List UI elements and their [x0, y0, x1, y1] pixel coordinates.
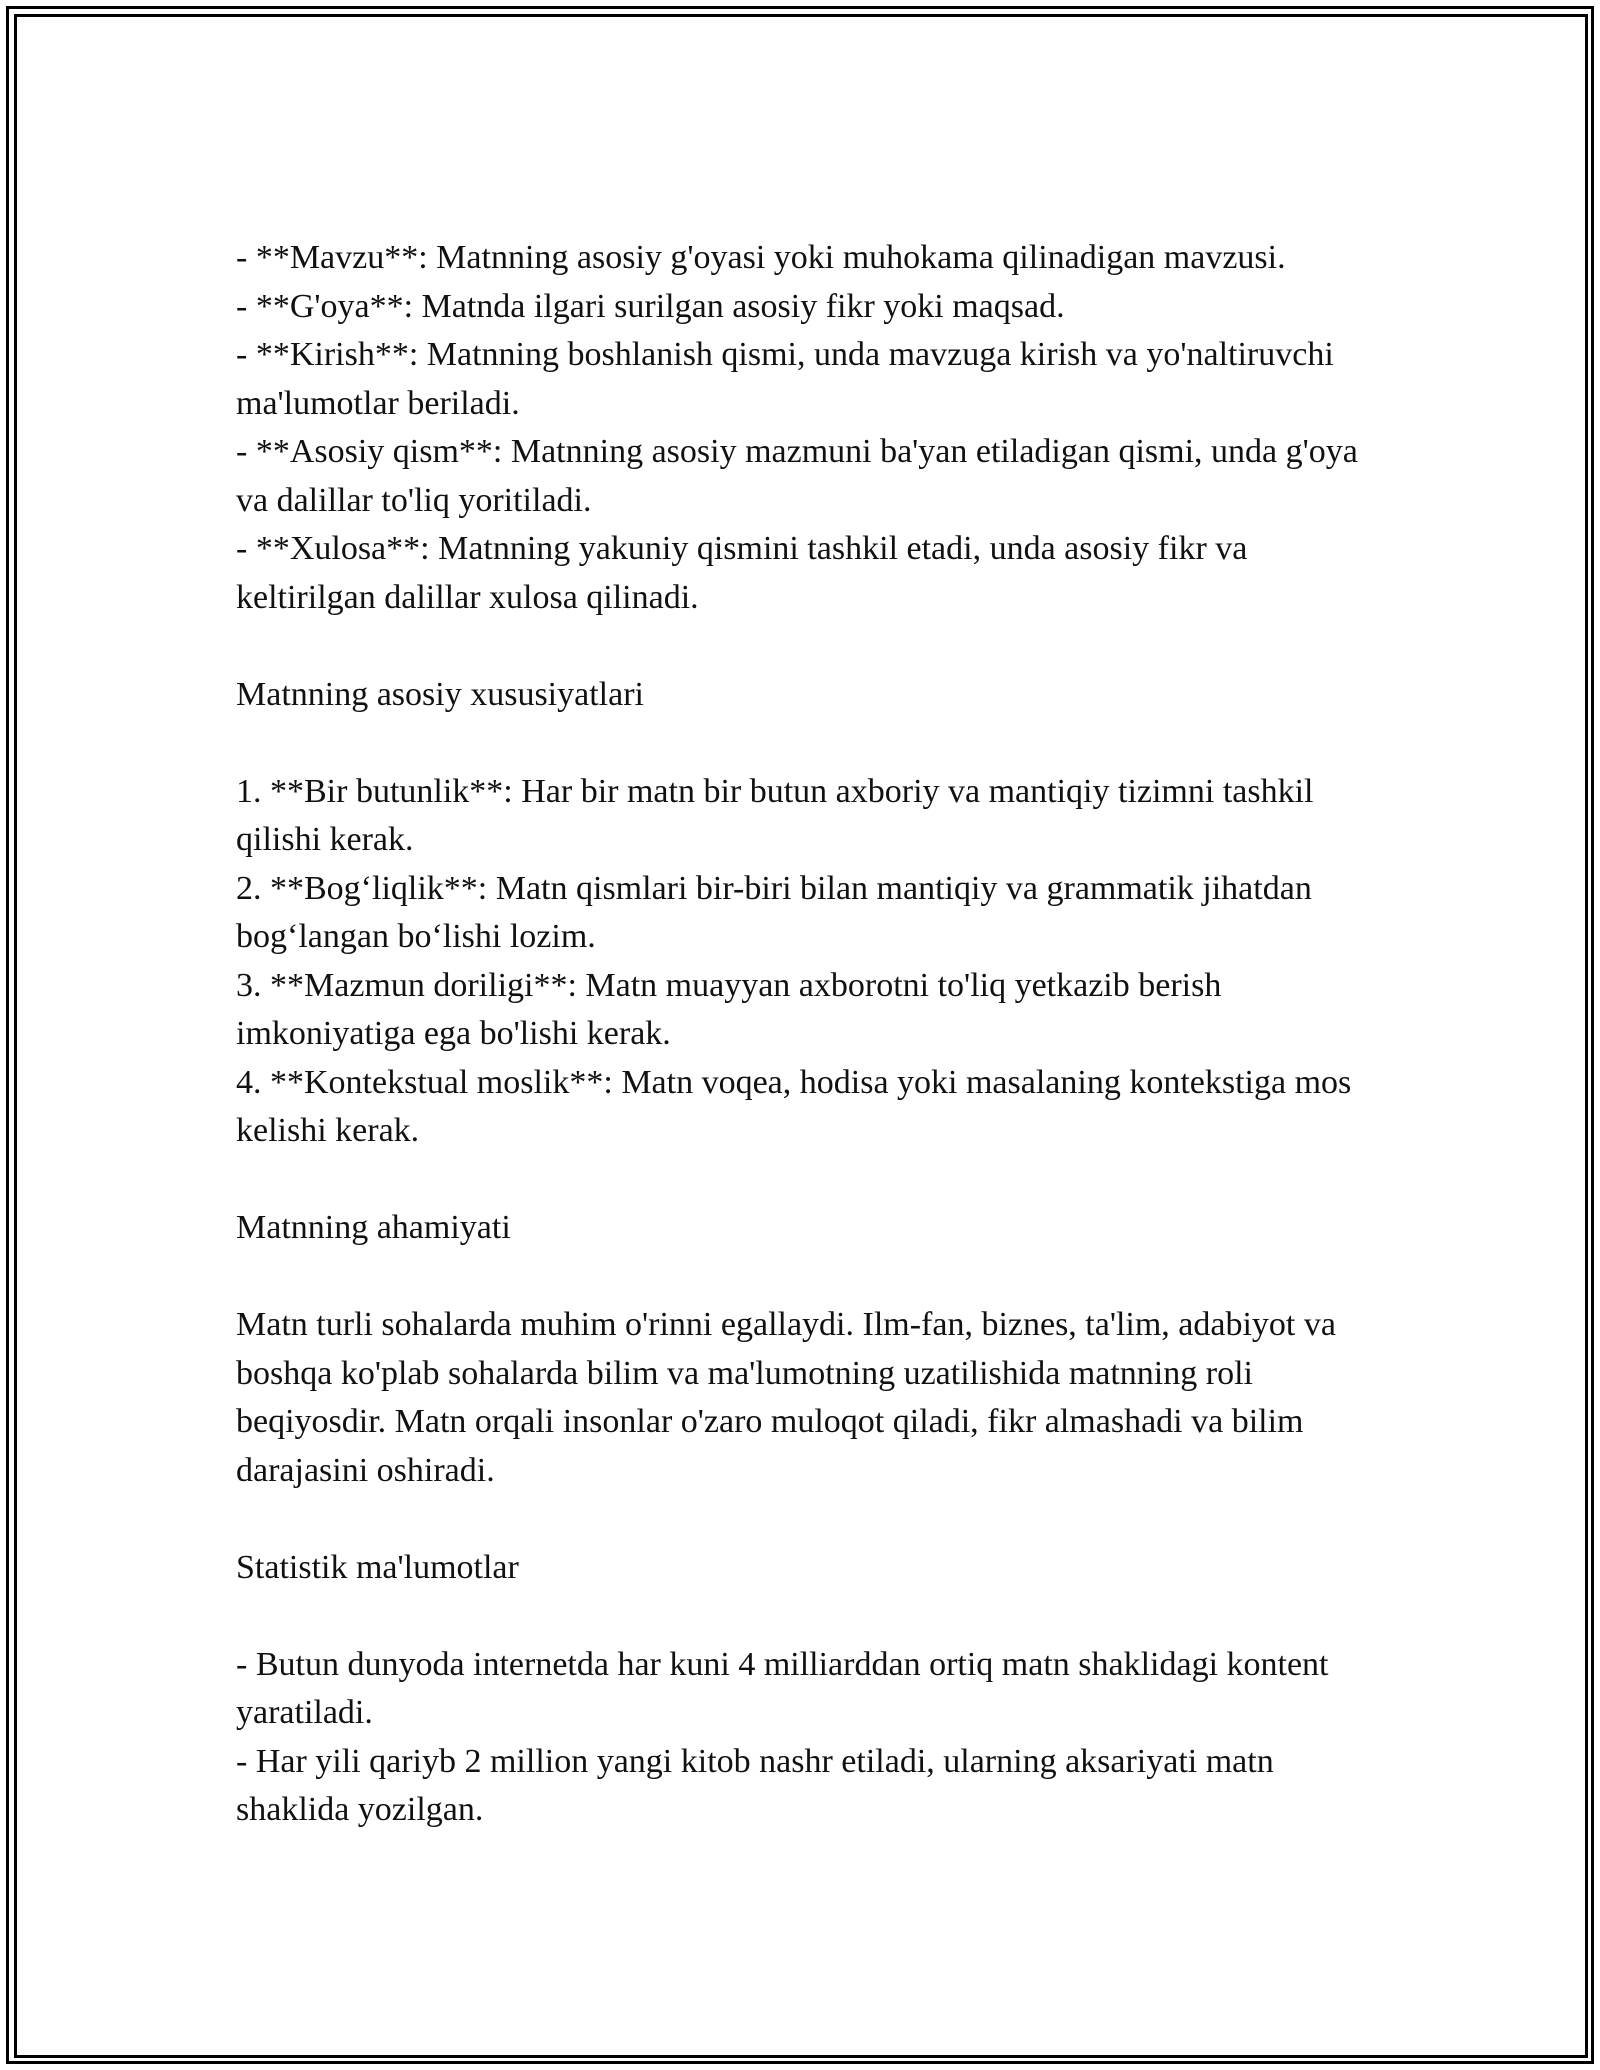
stats-item-2: - Har yili qariyb 2 million yangi kitob nashr etiladi, ularning aksariyati matn shaklida yozilgan. [236, 1742, 1274, 1828]
intro-item-mavzu: - **Mavzu**: Matnning asosiy g'oyasi yoki muhokama qilinadigan mavzusi. [236, 239, 1286, 276]
section-heading-features: Matnning asosiy xususiyatlari [236, 675, 644, 713]
spacer [236, 1253, 1376, 1302]
intro-item-goya: - **G'oya**: Matnda ilgari surilgan asosiy fikr yoki maqsad. [236, 287, 1065, 325]
feature-item-1: 1. **Bir butunlik**: Har bir matn bir butun axboriy va mantiqiy tizimni tashkil qilishi kerak. [236, 772, 1314, 858]
feature-item-4: 4. **Kontekstual moslik**: Matn voqea, hodisa yoki masalaning kontekstiga mos kelishi kerak. [236, 1063, 1352, 1149]
stats-item-1: - Butun dunyoda internetda har kuni 4 milliarddan ortiq matn shaklidagi kontent yaratiladi. [236, 1645, 1329, 1731]
section-heading-stats: Statistik ma'lumotlar [236, 1548, 519, 1586]
spacer [236, 719, 1376, 768]
section-heading-importance: Matnning ahamiyati [236, 1209, 511, 1246]
spacer [236, 1592, 1376, 1641]
intro-item-kirish: - **Kirish**: Matnning boshlanish qismi, unda mavzuga kirish va yo'naltiruvchi ma'lumotlar beriladi. [236, 336, 1334, 422]
spacer [236, 1156, 1376, 1205]
spacer [236, 1495, 1376, 1544]
intro-item-xulosa: - **Xulosa**: Matnning yakuniy qismini tashkil etadi, unda asosiy fikr va keltirilgan dalillar xulosa qilinadi. [236, 530, 1248, 616]
document-body [236, 234, 1376, 1835]
feature-item-2: 2. **Bog‘liqlik**: Matn qismlari bir-biri bilan mantiqiy va grammatik jihatdan bog‘langan bo‘lishi lozim. [236, 869, 1312, 955]
feature-item-3: 3. **Mazmun doriligi**: Matn muayyan axborotni to'liq yetkazib berish imkoniyatiga ega bo'lishi kerak. [236, 966, 1222, 1052]
importance-paragraph: Matn turli sohalarda muhim o'rinni egallaydi. Ilm-fan, biznes, ta'lim, adabiyot va boshqa ko'plab sohalarda bilim va ma'lumotning uzatilishida matnning roli beqiyosdir. Matn orqali insonlar o'zaro muloqot qiladi, fikr almashadi va bilim darajasini oshiradi. [236, 1306, 1336, 1489]
intro-item-asosiy-qism: - **Asosiy qism**: Matnning asosiy mazmuni ba'yan etiladigan qismi, unda g'oya va dalillar to'liq yoritiladi. [236, 433, 1358, 519]
spacer [236, 622, 1376, 671]
